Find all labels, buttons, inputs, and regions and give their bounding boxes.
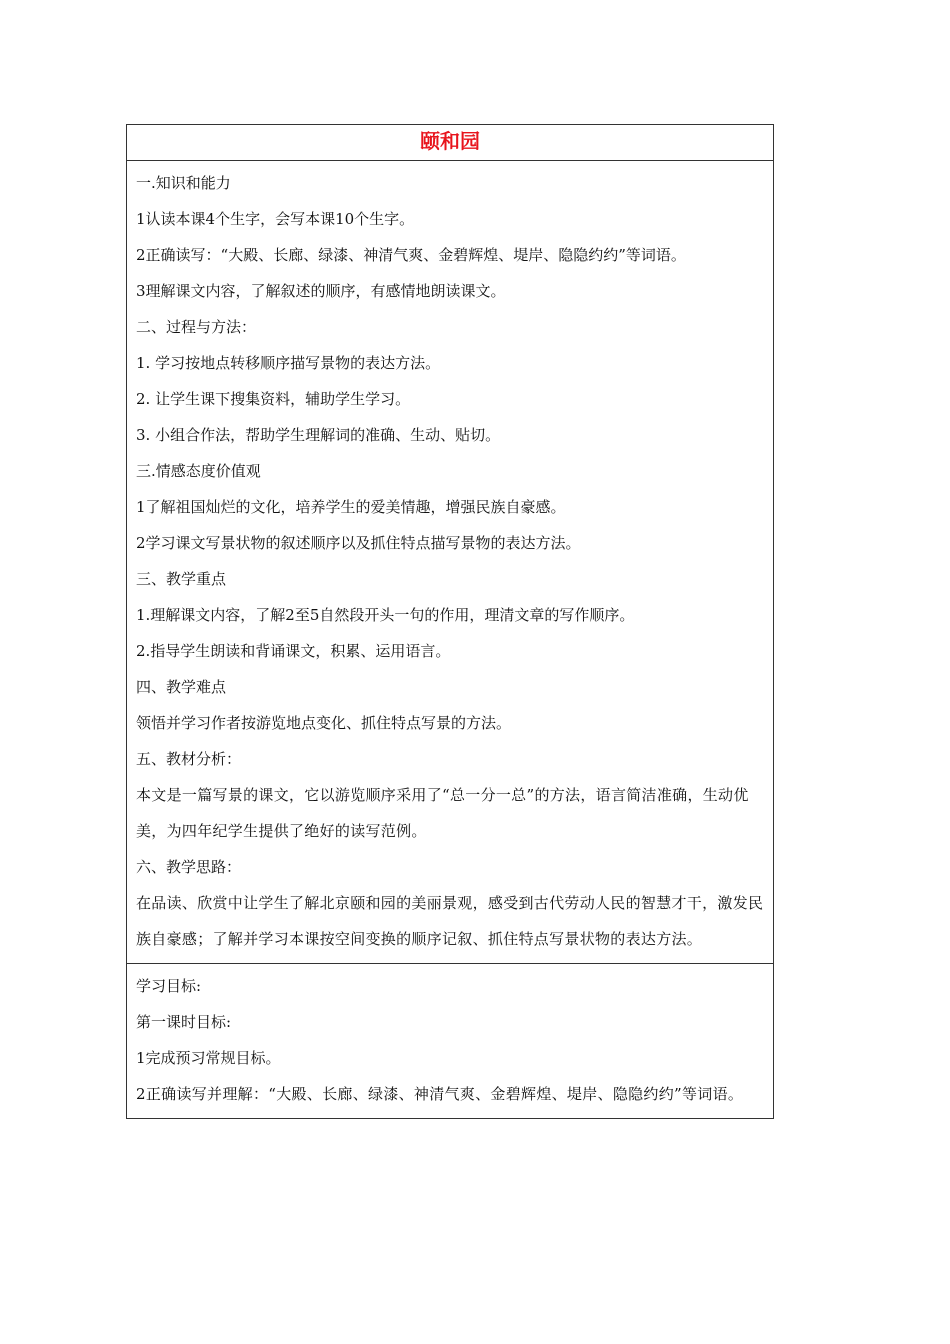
paragraph: 本文是一篇写景的课文，它以游览顺序采用了“总一分一总”的方法，语言简洁准确，生动优美，为四年纪学生提供了绝好的读写范例。	[136, 786, 749, 840]
list-item: 1了解祖国灿烂的文化，培养学生的爱美情趣，增强民族自豪感。	[136, 498, 566, 516]
section-heading: 一.知识和能力	[136, 174, 231, 192]
list-item: 1. 学习按地点转移顺序描写景物的表达方法。	[136, 354, 441, 372]
section-heading: 三、教学重点	[136, 570, 227, 588]
list-item: 2. 让学生课下搜集资料，辅助学生学习。	[136, 390, 411, 408]
list-item: 领悟并学习作者按游览地点变化、抓住特点写景的方法。	[136, 714, 512, 732]
list-item: 1.理解课文内容，了解2至5自然段开头一句的作用，理清文章的写作顺序。	[136, 606, 635, 624]
lesson-plan-table	[126, 124, 774, 1119]
list-item: 2正确读写：“大殿、长廊、绿漆、神清气爽、金碧辉煌、堤岸、隐隐约约”等词语。	[136, 246, 686, 264]
section-heading: 五、教材分析：	[136, 750, 242, 768]
list-item: 1认读本课4个生字，会写本课10个生字。	[136, 210, 415, 228]
lesson-heading: 第一课时目标:	[136, 1013, 232, 1031]
section-heading: 六、教学思路：	[136, 858, 242, 876]
list-item: 2.指导学生朗读和背诵课文，积累、运用语言。	[136, 642, 451, 660]
objectives-heading: 学习目标:	[136, 977, 202, 995]
list-item: 2学习课文写景状物的叙述顺序以及抓住特点描写景物的表达方法。	[136, 534, 581, 552]
list-item: 1完成预习常规目标。	[136, 1049, 281, 1067]
section-heading: 四、教学难点	[136, 678, 227, 696]
section-heading: 二、过程与方法：	[136, 318, 257, 336]
list-item: 3. 小组合作法，帮助学生理解词的准确、生动、贴切。	[136, 426, 501, 444]
paragraph: 在品读、欣赏中让学生了解北京颐和园的美丽景观，感受到古代劳动人民的智慧才干，激发民族自豪感；了解并学习本课按空间变换的顺序记叙、抓住特点写景状物的表达方法。	[136, 894, 764, 948]
list-item: 2正确读写并理解：“大殿、长廊、绿漆、神清气爽、金碧辉煌、堤岸、隐隐约约”等词语。	[136, 1085, 744, 1103]
lesson-content-cell	[127, 161, 773, 963]
list-item: 3理解课文内容，了解叙述的顺序，有感情地朗读课文。	[136, 282, 506, 300]
section-heading: 三.情感态度价值观	[136, 462, 261, 480]
objectives-cell	[127, 963, 773, 1118]
document-title: 颐和园	[127, 125, 773, 161]
